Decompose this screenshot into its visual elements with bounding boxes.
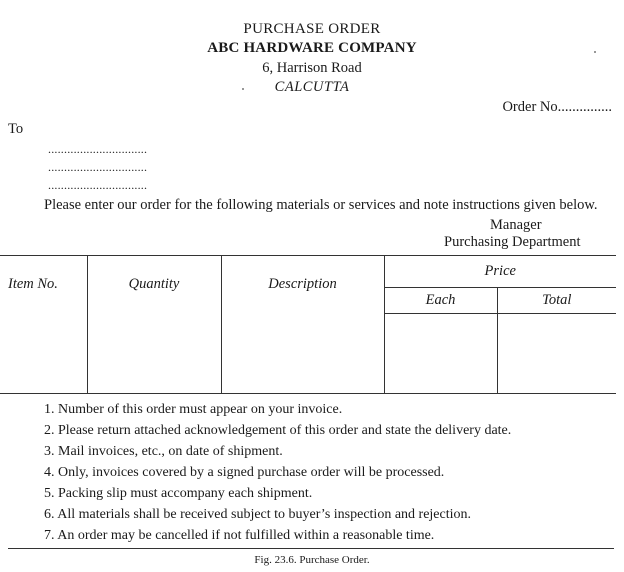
order-number-field: Order No............... — [502, 99, 612, 115]
list-item: 4. Only, invoices covered by a signed purchase order will be processed. — [44, 465, 445, 480]
order-instruction: Please enter our order for the following materials or services and note instructions given below. — [44, 197, 598, 213]
table-row — [0, 314, 616, 394]
signatory-title: Manager — [490, 217, 542, 233]
cell-quantity — [87, 314, 221, 394]
address-line-2: ............................... — [48, 160, 148, 174]
address-line-3: ............................... — [48, 178, 148, 192]
cell-total — [497, 314, 616, 394]
col-header-quantity: Quantity — [87, 256, 221, 314]
company-city: CALCUTTA — [274, 79, 350, 95]
cell-item-no — [0, 314, 87, 394]
list-item: 2. Please return attached acknowledgement of this order and state the delivery date. — [44, 423, 512, 438]
col-header-each: Each — [384, 288, 497, 314]
list-item: 7. An order may be cancelled if not fulfilled within a reasonable time. — [44, 528, 435, 543]
col-header-item-no: Item No. — [0, 256, 87, 314]
to-label: To — [8, 121, 24, 137]
col-header-total: Total — [497, 288, 616, 314]
figure-caption: Fig. 23.6. Purchase Order. — [254, 554, 370, 566]
list-item: 3. Mail invoices, etc., on date of shipment. — [44, 444, 283, 459]
company-address: 6, Harrison Road — [262, 60, 362, 76]
order-items-table — [0, 255, 616, 394]
address-line-1: ............................... — [48, 142, 148, 156]
col-header-description: Description — [221, 256, 384, 314]
list-item: 5. Packing slip must accompany each shipment. — [44, 486, 313, 501]
list-item: 1. Number of this order must appear on your invoice. — [44, 402, 343, 417]
speck-mark — [594, 51, 596, 53]
speck-mark — [242, 88, 244, 90]
cell-description — [221, 314, 384, 394]
bottom-divider — [8, 548, 614, 549]
company-name: ABC HARDWARE COMPANY — [207, 40, 417, 56]
terms-list — [44, 400, 511, 547]
form-title: PURCHASE ORDER — [243, 21, 381, 37]
list-item: 6. All materials shall be received subject to buyer’s inspection and rejection. — [44, 507, 471, 522]
col-header-price: Price — [384, 256, 616, 288]
signatory-department: Purchasing Department — [444, 234, 581, 250]
cell-each — [384, 314, 497, 394]
